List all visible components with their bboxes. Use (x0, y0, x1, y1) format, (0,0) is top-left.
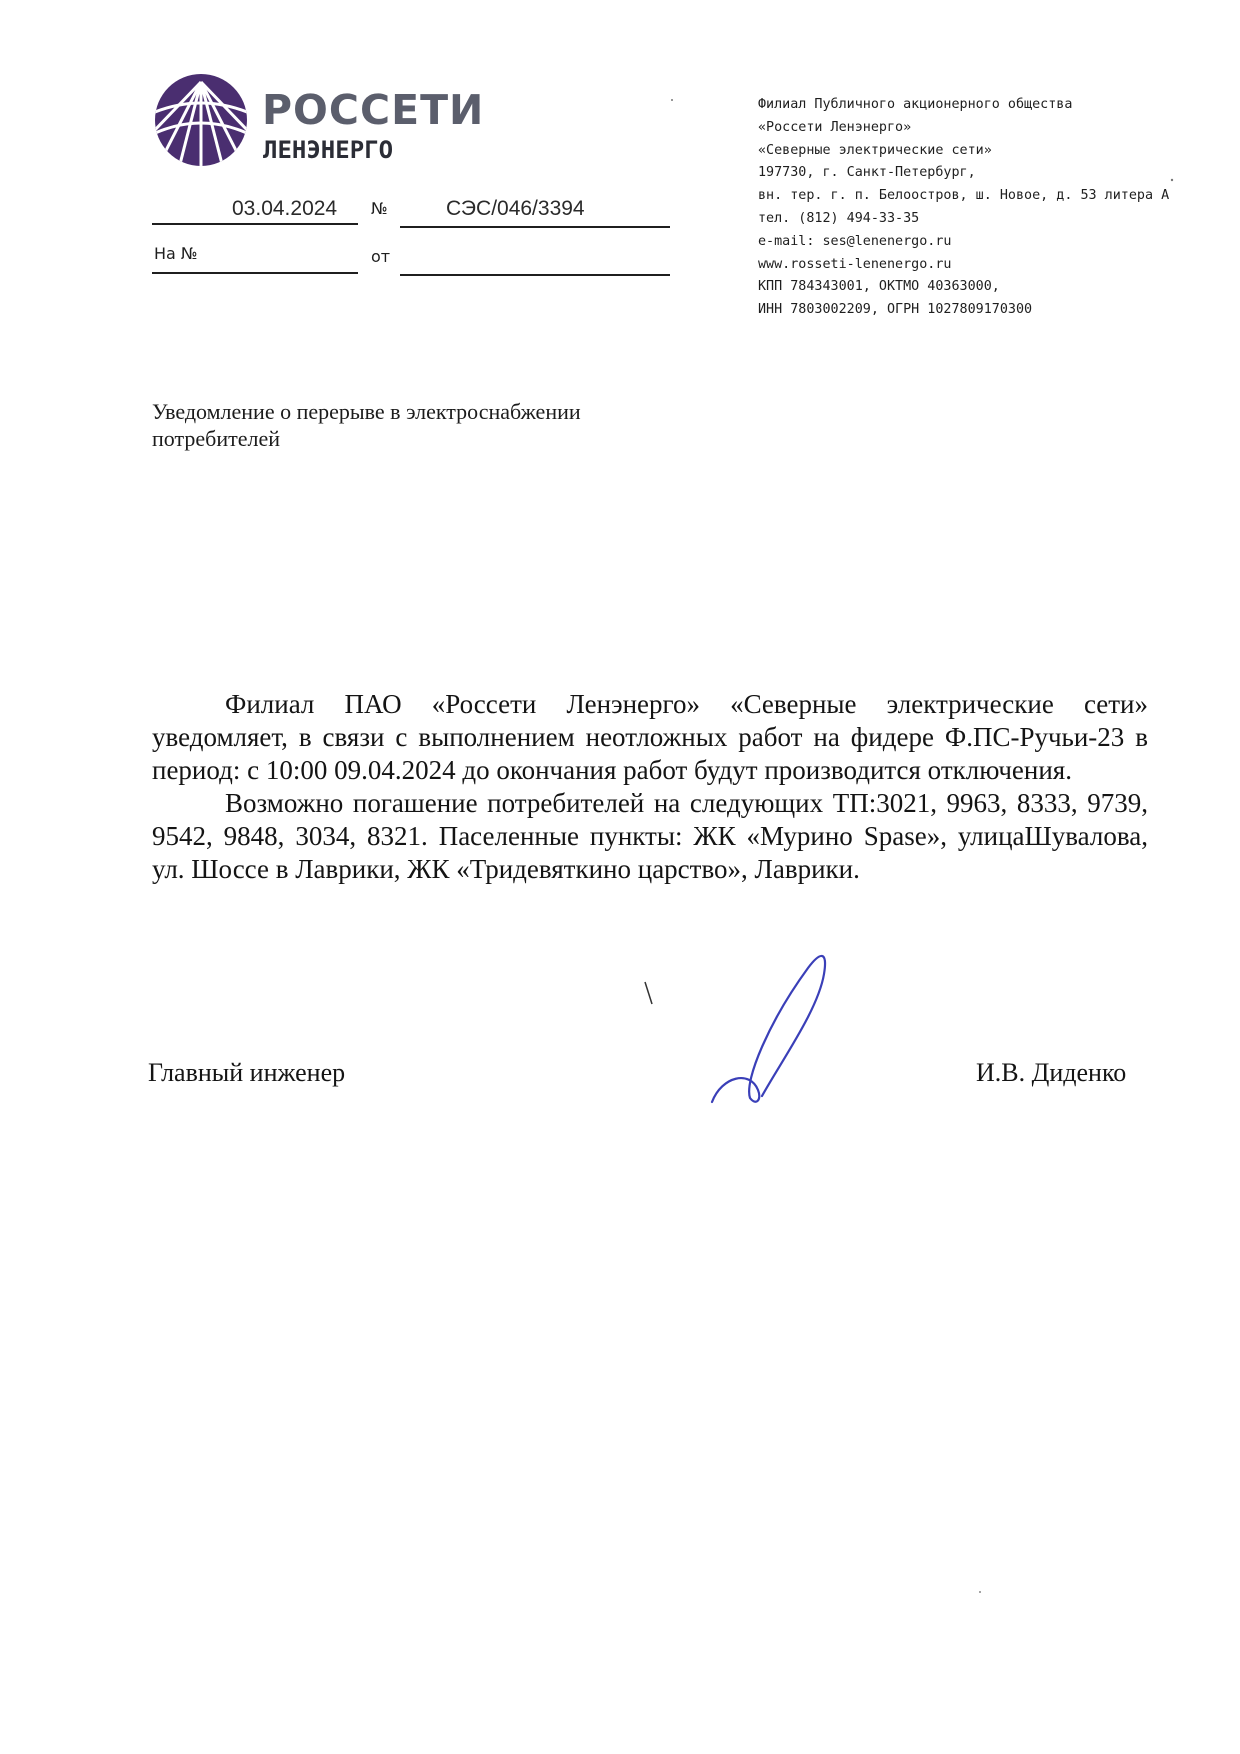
ref-number-label: На № (154, 244, 198, 263)
org-line: 197730, г. Санкт-Петербург, (758, 165, 976, 181)
brand-subname: ЛЕНЭНЕРГО (263, 136, 394, 164)
org-line: e-mail: ses@lenenergo.ru (758, 233, 952, 249)
org-line: www.rosseti-lenenergo.ru (758, 256, 952, 272)
outgoing-date: 03.04.2024 (232, 197, 338, 220)
body-paragraph: Возможно погашение потребителей на следующих ТП:3021, 9963, 8333, 9739, 9542, 9848, 3034, 8321. Паселенные пункты: ЖК «Мурино Spase», улицаШувалова, ул. Шоссе в Лаврики, ЖК «Тридевяткино царство», Лаврики. (152, 788, 1148, 884)
brand-name: РОССЕТИ (262, 86, 485, 134)
org-line: «Северные электрические сети» (758, 142, 992, 158)
subject-line: Уведомление о перерыве в электроснабжении (152, 399, 581, 424)
org-line: тел. (812) 494-33-35 (758, 210, 920, 226)
signer-role: Главный инженер (148, 1058, 346, 1087)
ref-date-label: от (371, 247, 391, 266)
number-label: № (371, 199, 388, 218)
body-paragraph: Филиал ПАО «Россети Ленэнерго» «Северные электрические сети» уведомляет, в связи с выполнением неотложных работ на фидере Ф.ПС-Ручьи-23 в период: с 10:00 09.04.2024 до окончания работ будут производится отключения. (152, 689, 1148, 785)
org-line: ИНН 7803002209, ОГРН 1027809170300 (758, 302, 1033, 318)
outgoing-number: СЭС/046/3394 (446, 197, 585, 220)
org-line: вн. тер. г. п. Белоостров, ш. Новое, д. 53 литера А (758, 188, 1170, 204)
signer-name: И.В. Диденко (976, 1058, 1127, 1087)
org-line: Филиал Публичного акционерного общества (758, 97, 1073, 112)
org-line: «Россети Ленэнерго» (758, 119, 912, 135)
subject-line: потребителей (152, 426, 280, 451)
org-line: КПП 784343001, ОКТМО 40363000, (758, 279, 1000, 295)
